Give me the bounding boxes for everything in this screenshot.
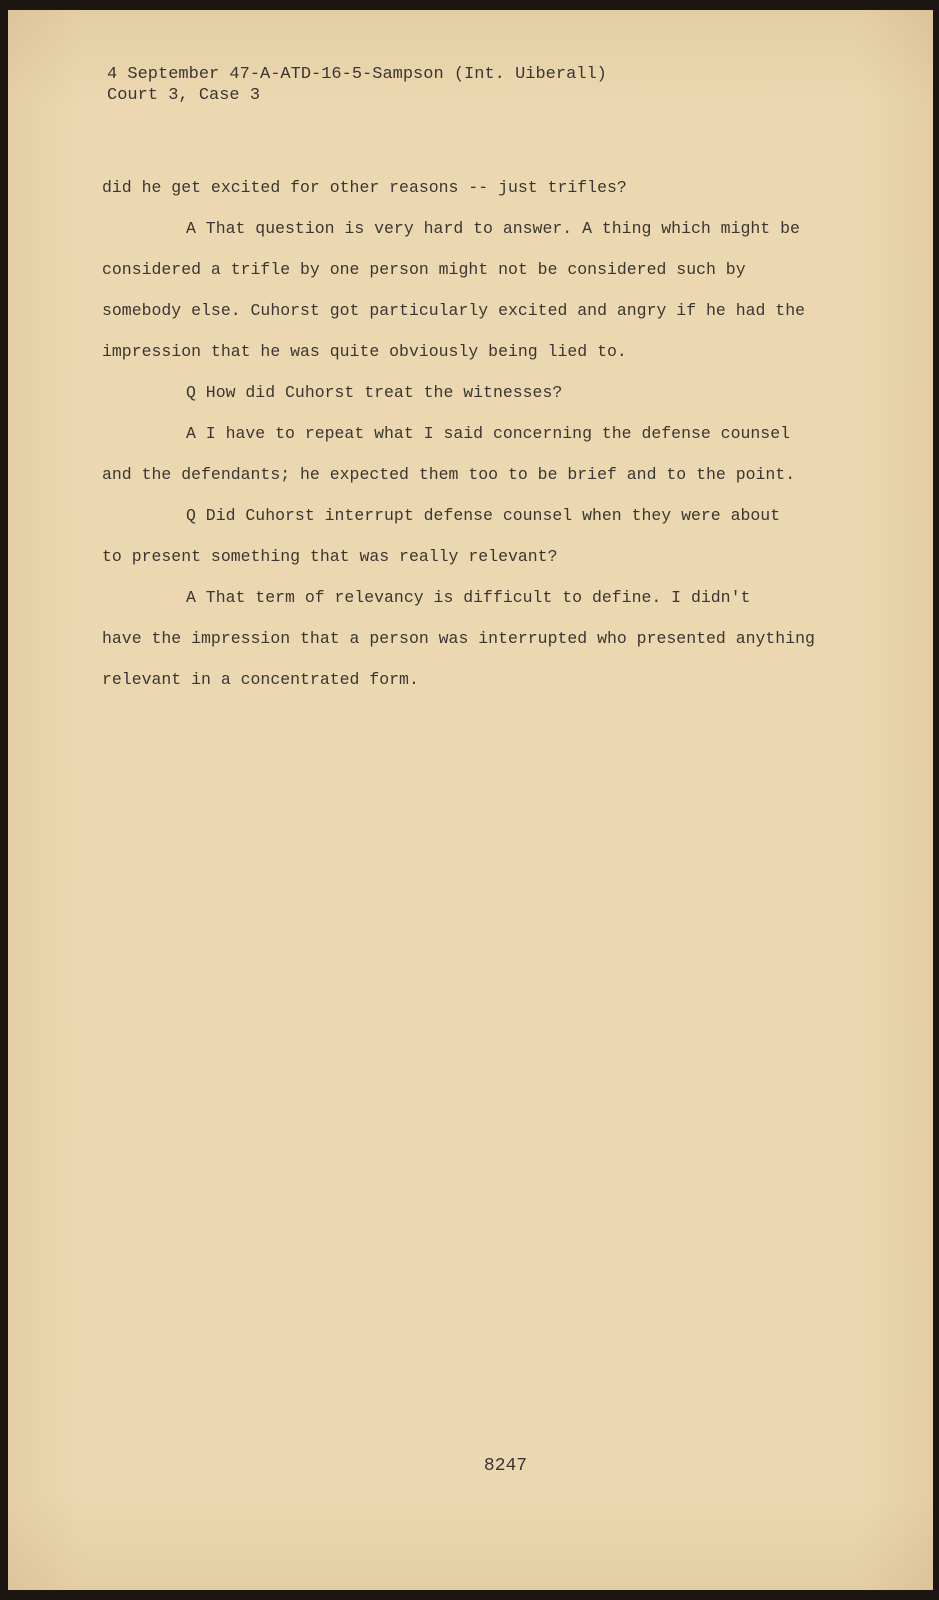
transcript-question: Q How did Cuhorst treat the witnesses? bbox=[186, 383, 563, 402]
transcript-line: to present something that was really relevant? bbox=[102, 547, 558, 566]
header-court-case: Court 3, Case 3 bbox=[107, 86, 261, 105]
transcript-line: somebody else. Cuhorst got particularly excited and angry if he had the bbox=[102, 301, 806, 320]
transcript-line: have the impression that a person was interrupted who presented anything bbox=[102, 629, 815, 648]
page-number: 8247 bbox=[483, 1456, 528, 1476]
document-header bbox=[107, 64, 607, 106]
transcript-line: considered a trifle by one person might not be considered such by bbox=[102, 260, 746, 279]
header-case-reference: 4 September 47-A-ATD-16-5-Sampson (Int. Uiberall) bbox=[107, 65, 607, 84]
transcript-line: impression that he was quite obviously being lied to. bbox=[102, 342, 627, 361]
transcript-line: and the defendants; he expected them too to be brief and to the point. bbox=[102, 465, 796, 484]
transcript-question: Q Did Cuhorst interrupt defense counsel when they were about bbox=[186, 506, 781, 525]
transcript-body bbox=[102, 167, 842, 700]
transcript-answer: A That question is very hard to answer. A thing which might be bbox=[186, 219, 800, 238]
transcript-answer: A I have to repeat what I said concerning the defense counsel bbox=[186, 424, 790, 443]
document-page bbox=[8, 10, 933, 1590]
transcript-answer: A That term of relevancy is difficult to define. I didn't bbox=[186, 588, 751, 607]
transcript-line: relevant in a concentrated form. bbox=[102, 670, 419, 689]
transcript-line: did he get excited for other reasons -- just trifles? bbox=[102, 178, 627, 197]
